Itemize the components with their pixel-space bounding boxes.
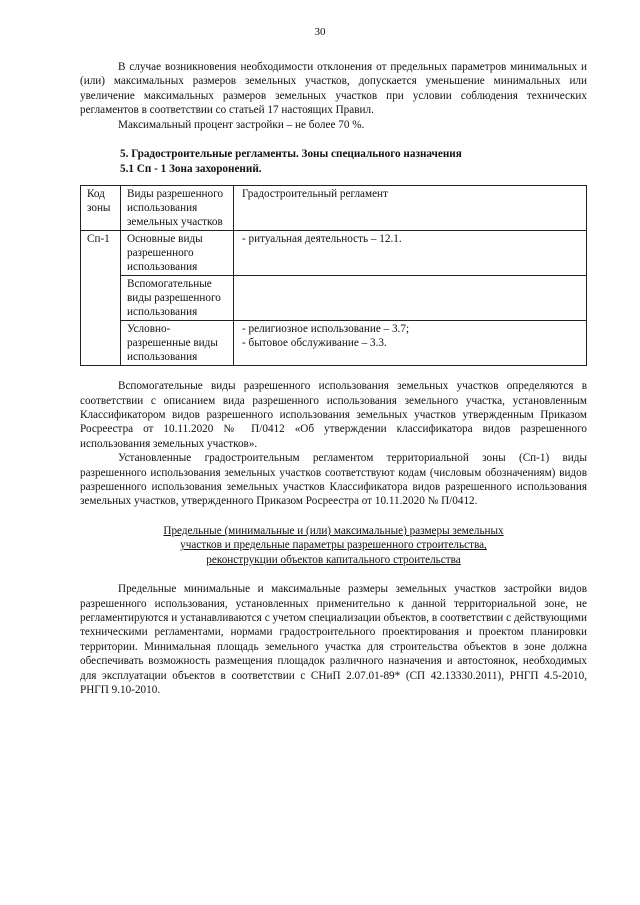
header-regulation: Градостроительный регламент: [234, 186, 587, 231]
section-heading: 5. Градостроительные регламенты. Зоны специального назначения: [120, 148, 462, 161]
page-number: 30: [314, 26, 326, 38]
kind-cell-conditional: Условно-разрешенные виды использования: [121, 321, 234, 366]
header-code: Код зоны: [81, 186, 121, 231]
document-body: [80, 60, 587, 697]
codes-paragraph: Установленные градостроительным регламентом территориальной зоны (Сп-1) виды разрешенного использования земельных участков соответствуют кодам (числовым обозначениям) видов разрешенного использования земельных участков Классификатора видов разрешенного использования земельных участков, утвержденного Приказом Росреестра от 10.11.2020 № П/0412.: [80, 452, 587, 508]
kind-cell-auxiliary: Вспомогательные виды разрешенного использования: [121, 276, 234, 321]
table-header-row: [81, 186, 587, 231]
regulation-cell-auxiliary: [234, 276, 587, 321]
regulations-table: [80, 185, 587, 366]
max-build-percent: Максимальный процент застройки – не более 70 %.: [118, 118, 365, 131]
table-row: [81, 231, 587, 276]
regulation-cell-main: [234, 231, 587, 276]
limits-paragraph: Предельные минимальные и максимальные размеры земельных участков застройки видов разрешенного использования, установленных применительно к данной территориальной зоне, не регламентируются и устанавливаются с учетом специализации объектов, в соответствии с действующими техническими регламентами, нормами градостроительного проектирования и проектом планировки территории. Минимальная площадь земельного участка для строительства объектов в зоне должна обеспечивать возможность размещения площадок различного назначения и автостоянок, необходимых для эксплуатации объектов в соответствии с СНиП 2.07.01-89* (СП 42.13330.2011), РНГП 4.5-2010, РНГП 9.10-2010.: [80, 583, 587, 696]
header-kinds: Виды разрешенного использования земельных участков: [121, 186, 234, 231]
section-subheading: 5.1 Сп - 1 Зона захоронений.: [120, 162, 262, 175]
limits-title-line-3: реконструкции объектов капитального строительства: [206, 553, 461, 566]
deviation-paragraph: В случае возникновения необходимости отклонения от предельных параметров минимальных и (или) максимальных размеров земельных участков, допускается уменьшение минимальных или увеличение максимальных размеров земельных участков при условии соблюдения технических регламентов в соответствии со статьей 17 настоящих Правил.: [80, 61, 587, 117]
limits-title-line-2: участков и предельные параметры разрешенного строительства,: [180, 539, 487, 552]
table-row: [81, 276, 587, 321]
zone-code-cell: Сп-1: [81, 231, 121, 366]
regulation-item: - бытовое обслуживание – 3.3.: [242, 337, 387, 350]
regulation-cell-conditional: [234, 321, 587, 366]
kind-cell-main: Основные виды разрешенного использования: [121, 231, 234, 276]
table-row: [81, 321, 587, 366]
limits-title-line-1: Предельные (минимальные и (или) максимальные) размеры земельных: [163, 524, 504, 537]
regulation-item: - религиозное использование – 3.7;: [242, 323, 410, 336]
regulation-item: - ритуальная деятельность – 12.1.: [242, 233, 402, 246]
auxiliary-paragraph: Вспомогательные виды разрешенного использования земельных участков определяются в соответствии с описанием вида разрешенного использования земельного участка, установленным Классификатором видов разрешенного использования земельных участков утвержденным Приказом Росреестра от 10.11.2020 № П/0412 «Об утверждении классификатора видов разрешенного использования земельных участков».: [80, 380, 587, 450]
